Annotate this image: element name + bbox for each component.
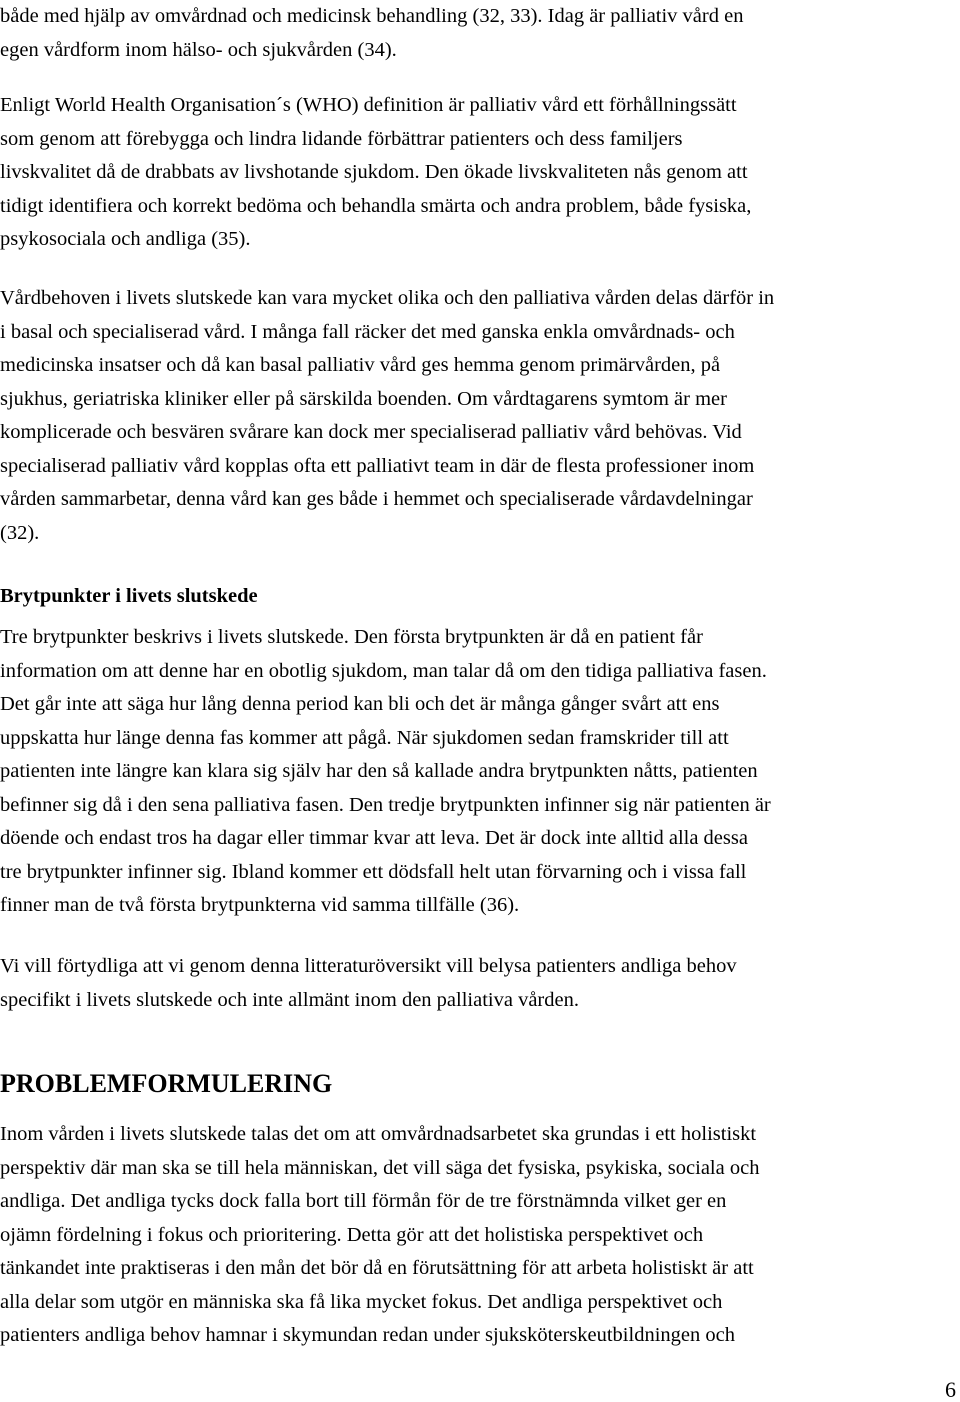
page-number: 6 (945, 1377, 956, 1402)
text-line: Det går inte att säga hur lång denna period kan bli och det är många gånger svårt att ens (0, 693, 720, 715)
text-line: befinner sig då i den sena palliativa fasen. Den tredje brytpunkten infinner sig när patienten är (0, 793, 771, 816)
text-line: perspektiv där man ska se till hela människan, det vill säga det fysiska, psykiska, sociala och (0, 1156, 760, 1179)
text-line: specifikt i livets slutskede och inte allmänt inom den palliativa vården. (0, 988, 579, 1011)
text-line: alla delar som utgör en människa ska få lika mycket fokus. Det andliga perspektivet och (0, 1290, 723, 1313)
text-line: medicinska insatser och då kan basal palliativ vård ges hemma genom primärvården, på (0, 354, 721, 376)
text-line: komplicerade och besvären svårare kan dock mer specialiserad palliativ vård behövas. Vid (0, 421, 742, 443)
text-line: som genom att förebygga och lindra lidande förbättrar patienters och dess familjers (0, 127, 683, 150)
text-line: patienters andliga behov hamnar i skymundan redan under sjuksköterskeutbildningen och (0, 1324, 735, 1346)
text-line: patienten inte längre kan klara sig själv har den så kallade andra brytpunkten nåtts, patienten (0, 760, 758, 782)
breakpoints-paragraph (0, 621, 960, 923)
text-line: specialiserad palliativ vård kopplas ofta ett palliativt team in där de flesta professioner inom (0, 454, 755, 477)
text-line: Tre brytpunkter beskrivs i livets slutskede. Den första brytpunkten är då en patient får (0, 626, 703, 648)
text-line: uppskatta hur länge denna fas kommer att pågå. När sjukdomen sedan framskrider till att (0, 726, 729, 749)
text-line: tidigt identifiera och korrekt bedöma och behandla smärta och andra problem, både fysiska, (0, 194, 752, 217)
problem-paragraph (0, 1118, 960, 1353)
text-line: Enligt World Health Organisation´s (WHO) definition är palliativ vård ett förhållningssätt (0, 94, 737, 116)
text-line: finner man de två första brytpunkterna vid samma tillfälle (36). (0, 894, 520, 916)
text-line: vården sammarbetar, denna vård kan ges både i hemmet och specialiserade vårdavdelningar (0, 488, 753, 510)
text-line: Inom vården i livets slutskede talas det om att omvårdnadsarbetet ska grundas i ett holistiskt (0, 1123, 757, 1145)
section-subheading: Brytpunkter i livets slutskede (0, 585, 258, 607)
aim-paragraph (0, 950, 960, 1017)
text-line: tänkandet inte praktiseras i den mån det bör då en förutsättning för att arbeta holistiskt är att (0, 1257, 754, 1279)
text-line: livskvalitet då de drabbats av livshotande sjukdom. Den ökade livskvaliteten nås genom att (0, 161, 748, 183)
text-line: information om att denne har en obotlig sjukdom, man talar då om den tidiga palliativa fasen. (0, 659, 767, 682)
intro-paragraph (0, 0, 960, 67)
care-needs-paragraph (0, 282, 960, 550)
text-line: Vårdbehoven i livets slutskede kan vara mycket olika och den palliativa vården delas därför in (0, 287, 775, 309)
text-line: Vi vill förtydliga att vi genom denna litteraturöversikt vill belysa patienters andliga behov (0, 955, 737, 977)
who-definition-paragraph (0, 89, 960, 257)
text-line: i basal och specialiserad vård. I många fall räcker det med ganska enkla omvårdnads- och (0, 320, 735, 343)
text-line: döende och endast tros ha dagar eller timmar kvar att leva. Det är dock inte alltid alla dessa (0, 827, 748, 849)
text-line: sjukhus, geriatriska kliniker eller på särskilda boenden. Om vårdtagarens symtom är mer (0, 387, 727, 410)
section-heading: PROBLEMFORMULERING (0, 1069, 333, 1098)
text-line: både med hjälp av omvårdnad och medicinsk behandling (32, 33). Idag är palliativ vård en (0, 5, 744, 27)
text-line: egen vårdform inom hälso- och sjukvården (34). (0, 38, 397, 61)
text-line: tre brytpunkter infinner sig. Ibland kommer ett dödsfall helt utan förvarning och i vissa fall (0, 860, 747, 883)
text-line: psykosociala och andliga (35). (0, 228, 251, 250)
text-line: (32). (0, 521, 40, 544)
text-line: andliga. Det andliga tycks dock falla bort till förmån för de tre förstnämnda vilket ger en (0, 1190, 727, 1212)
text-line: ojämn fördelning i fokus och prioritering. Detta gör att det holistiska perspektivet och (0, 1223, 704, 1246)
